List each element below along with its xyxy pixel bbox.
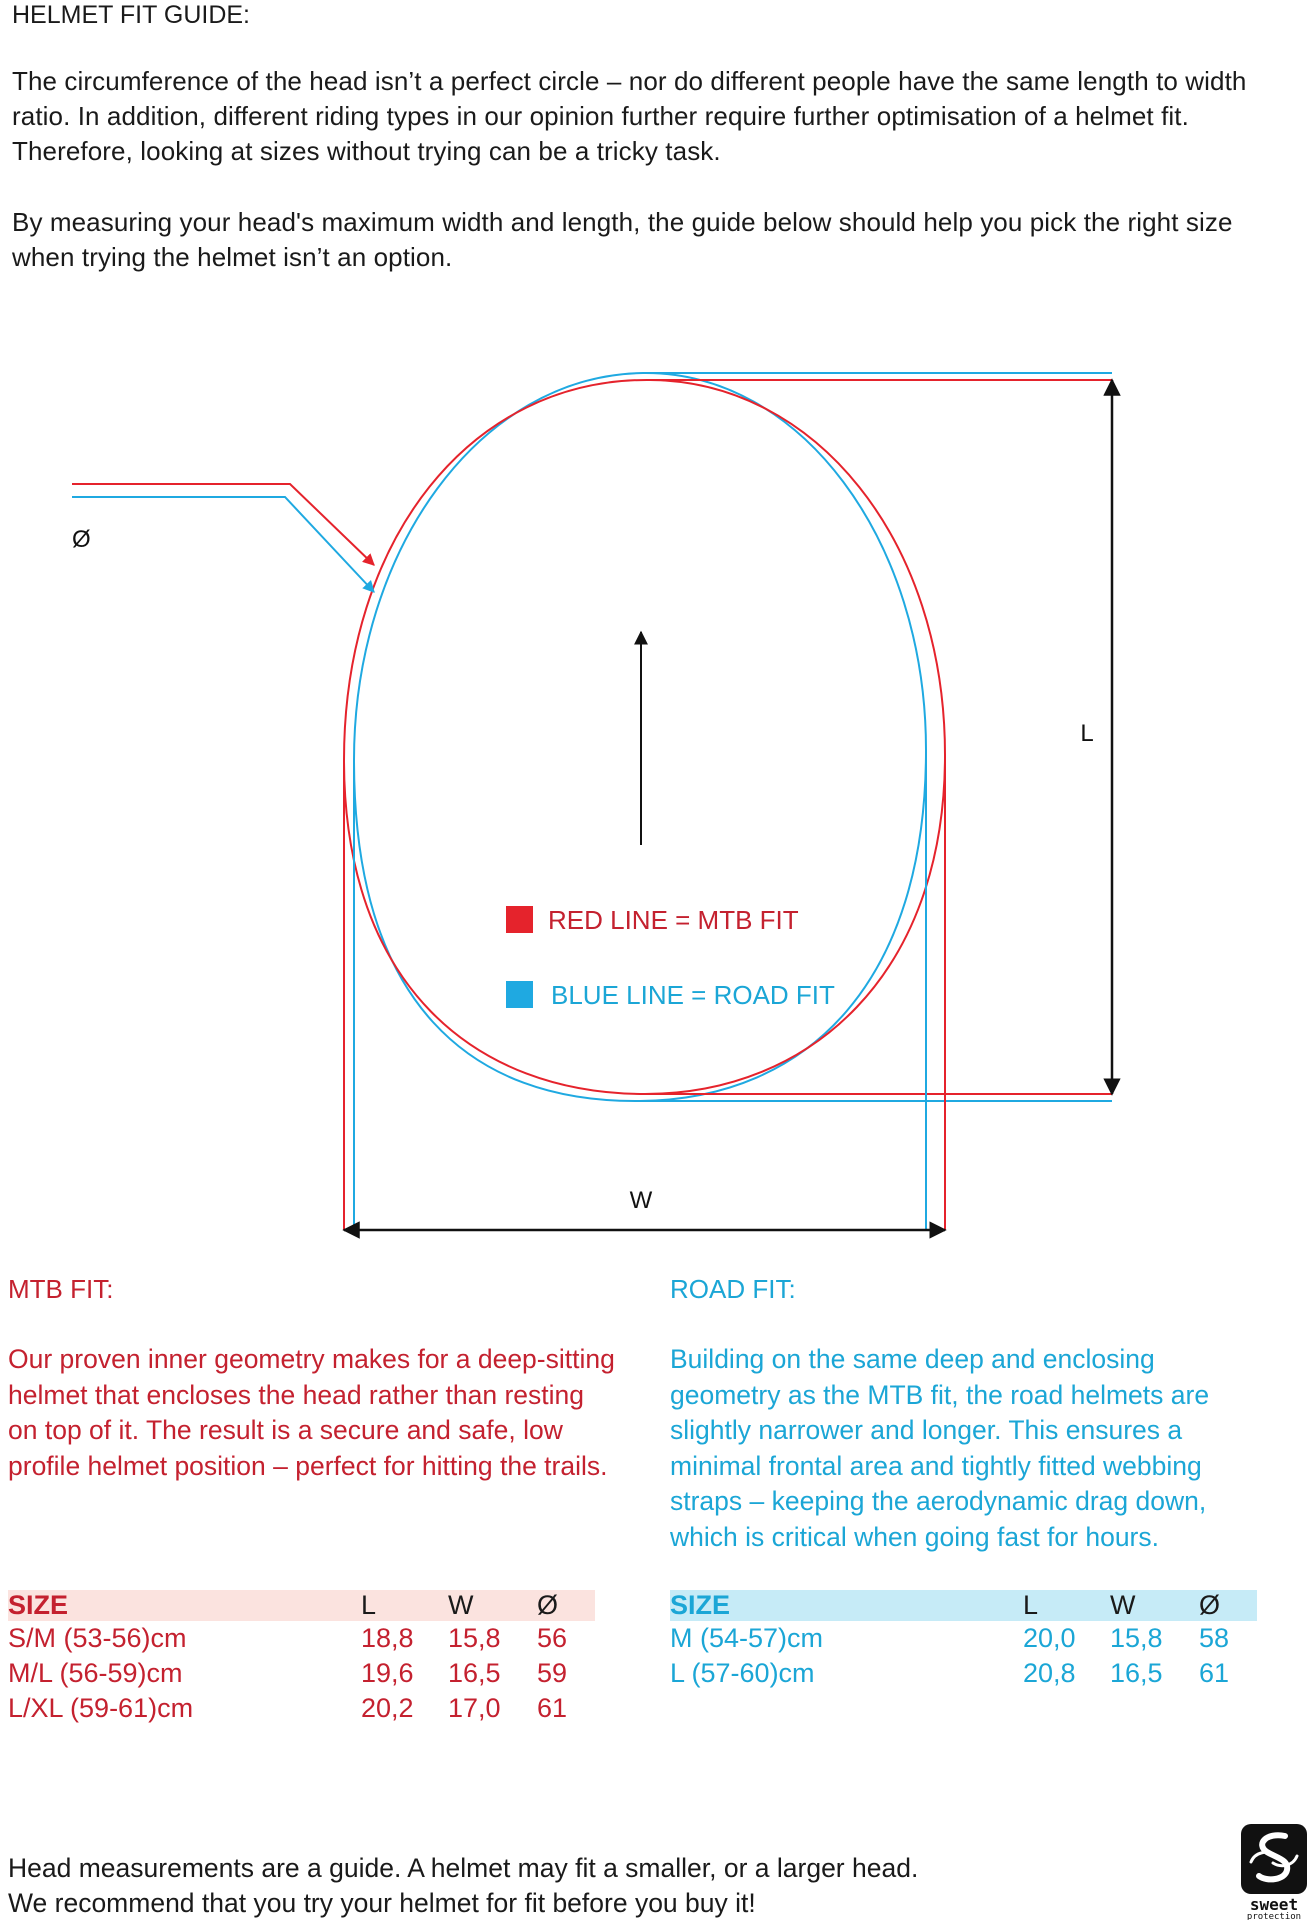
length-cell: 19,6	[361, 1658, 414, 1688]
width-cell: 17,0	[448, 1693, 501, 1723]
header-circumference: Ø	[537, 1590, 559, 1620]
width-cell: 15,8	[1110, 1623, 1163, 1653]
size-cell: M (54-57)cm	[670, 1623, 824, 1653]
size-cell: S/M (53-56)cm	[8, 1623, 187, 1653]
size-cell: L/XL (59-61)cm	[8, 1693, 194, 1723]
circumference-cell: 61	[1199, 1658, 1230, 1688]
mtb-fit-title: MTB FIT:	[8, 1274, 114, 1304]
table-header-row	[670, 1590, 1257, 1621]
table-header-row	[8, 1590, 595, 1621]
page-title: HELMET FIT GUIDE:	[12, 1, 251, 29]
intro-paragraph-2: By measuring your head's maximum width and length, the guide below should help you pick the right size when trying the helmet isn’t an option.	[12, 207, 1233, 272]
road-circumference-pointer	[72, 497, 374, 592]
mtb-fit-description: Our proven inner geometry makes for a deep-sitting helmet that encloses the head rather than resting on top of it. The result is a secure and safe, low profile helmet position – perfect for hitting the trails.	[8, 1344, 615, 1481]
legend-red-swatch	[506, 906, 533, 933]
footer-line-2: We recommend that you try your helmet for fit before you buy it!	[8, 1888, 756, 1918]
intro-paragraph-1: The circumference of the head isn’t a perfect circle – nor do different people have the same length to width ratio. In addition, different riding types in our opinion further require further optimisation of a helmet fit. Therefore, looking at sizes without trying can be a tricky task.	[12, 66, 1247, 166]
length-cell: 18,8	[361, 1623, 414, 1653]
header-length: L	[361, 1590, 377, 1620]
table-row	[8, 1621, 595, 1656]
road-fit-title: ROAD FIT:	[670, 1274, 796, 1304]
circumference-cell: 58	[1199, 1623, 1230, 1653]
circumference-label: Ø	[72, 526, 91, 553]
logo-subword: protection	[1246, 1912, 1302, 1920]
mtb-size-table	[8, 1590, 595, 1726]
table-row	[670, 1621, 1257, 1656]
circumference-cell: 59	[537, 1658, 568, 1688]
road-fit-description: Building on the same deep and enclosing geometry as the MTB fit, the road helmets are slightly narrower and longer. This ensures a minimal frontal area and tightly fitted webbing straps – keeping the aerodynamic drag down, which is critical when going fast for hours.	[670, 1344, 1210, 1552]
header-size: SIZE	[8, 1590, 69, 1620]
legend-blue-swatch	[506, 981, 533, 1008]
size-cell: L (57-60)cm	[670, 1658, 815, 1688]
header-circumference: Ø	[1199, 1590, 1221, 1620]
logo-wordmark: sweet	[1249, 1895, 1299, 1914]
table-row	[8, 1691, 595, 1726]
road-size-table	[670, 1590, 1257, 1691]
table-row	[8, 1656, 595, 1691]
legend-red-label: RED LINE = MTB FIT	[548, 905, 799, 935]
header-width: W	[1110, 1590, 1136, 1620]
header-size: SIZE	[670, 1590, 731, 1620]
footer-note	[8, 1851, 1208, 1921]
length-cell: 20,0	[1023, 1623, 1076, 1653]
circumference-cell: 56	[537, 1623, 568, 1653]
legend-blue-label: BLUE LINE = ROAD FIT	[551, 980, 835, 1010]
footer-line-1: Head measurements are a guide. A helmet may fit a smaller, or a larger head.	[8, 1853, 919, 1883]
length-cell: 20,2	[361, 1693, 414, 1723]
header-width: W	[448, 1590, 474, 1620]
sweet-protection-logo-icon	[1237, 1822, 1311, 1920]
width-cell: 16,5	[448, 1658, 501, 1688]
table-row	[670, 1656, 1257, 1691]
length-label: L	[1080, 720, 1094, 747]
header-length: L	[1023, 1590, 1039, 1620]
circumference-cell: 61	[537, 1693, 568, 1723]
width-label: W	[629, 1187, 653, 1214]
width-cell: 15,8	[448, 1623, 501, 1653]
size-cell: M/L (56-59)cm	[8, 1658, 183, 1688]
length-cell: 20,8	[1023, 1658, 1076, 1688]
head-shape-diagram	[0, 340, 1311, 1240]
width-cell: 16,5	[1110, 1658, 1163, 1688]
